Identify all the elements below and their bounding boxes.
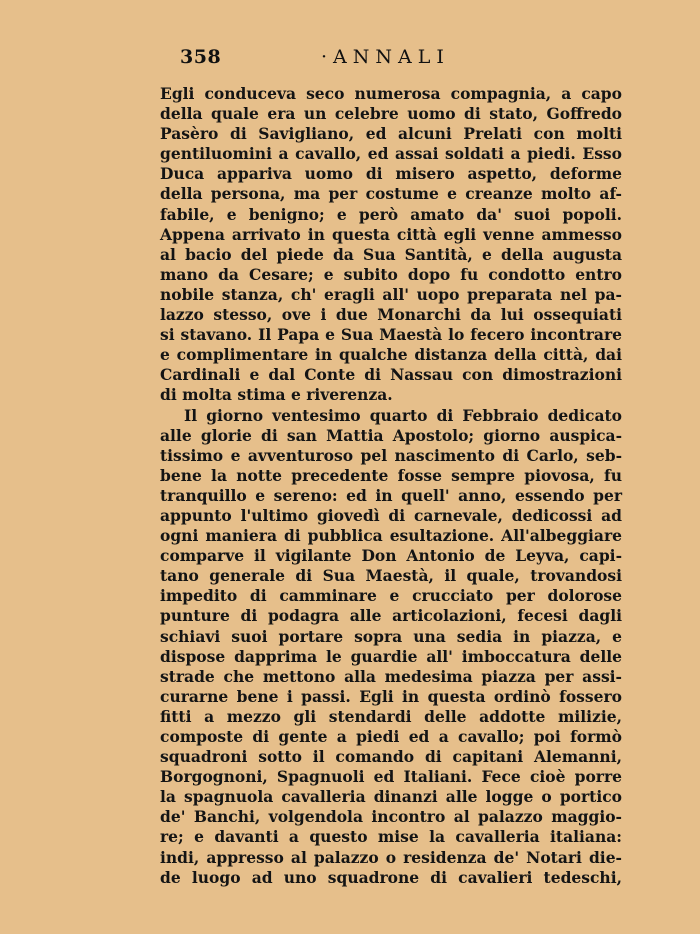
text-line: appunto l'ultimo giovedì di carnevale, dedicossi ad — [160, 505, 622, 525]
text-line: mano da Cesare; e subito dopo fu condotto entro — [160, 264, 622, 284]
text-line: dispose dapprima le guardie all' imboccatura delle — [160, 646, 622, 666]
text-line: comparve il vigilante Don Antonio de Leyva, capi- — [160, 546, 622, 566]
text-line: di molta stima e riverenza. — [160, 385, 393, 405]
text-line: la spagnuola cavalleria dinanzi alle logge o portico — [160, 787, 622, 807]
text-line: strade che mettono alla medesima piazza per assi- — [160, 666, 622, 686]
text-line: alle glorie di san Mattia Apostolo; giorno auspica- — [160, 425, 622, 445]
text-line: tranquillo e sereno: ed in quell' anno, essendo per — [160, 485, 622, 505]
text-line: Cardinali e dal Conte di Nassau con dimostrazioni — [160, 365, 622, 385]
text-line: indi, appresso al palazzo o residenza de' Notari die- — [160, 847, 622, 867]
text-line: della quale era un celebre uomo di stato, Goffredo — [160, 104, 622, 124]
text-line: fabile, e benigno; e però amato da' suoi popoli. — [160, 204, 622, 224]
text-line: de' Banchi, volgendola incontro al palazzo maggio- — [160, 807, 622, 827]
text-line: al bacio del piede da Sua Santità, e della augusta — [160, 244, 622, 264]
text-line: bene la notte precedente fosse sempre piovosa, fu — [160, 465, 622, 485]
text-line: Duca appariva uomo di misero aspetto, deforme — [160, 164, 622, 184]
text-line: nobile stanza, ch' eragli all' uopo preparata nel pa- — [160, 284, 622, 304]
text-line: tissimo e avventuroso pel nascimento di Carlo, seb- — [160, 445, 622, 465]
paragraph — [160, 84, 622, 406]
page-number: 358 — [180, 46, 222, 68]
text-line: curarne bene i passi. Egli in questa ordinò fossero — [160, 686, 622, 706]
text-line: si stavano. Il Papa e Sua Maestà lo fecero incontrare — [160, 325, 622, 345]
running-title: ·ANNALI — [321, 46, 450, 68]
text-line: e complimentare in qualche distanza della città, dai — [160, 345, 622, 365]
text-line: de luogo ad uno squadrone di cavalieri tedeschi, — [160, 867, 622, 887]
text-line: gentiluomini a cavallo, ed assai soldati a piedi. Esso — [160, 144, 622, 164]
text-line: tano generale di Sua Maestà, il quale, trovandosi — [160, 566, 622, 586]
text-line: ogni maniera di pubblica esultazione. All'albeggiare — [160, 526, 622, 546]
text-line: Pasèro di Savigliano, ed alcuni Prelati con molti — [160, 124, 622, 144]
text-line: Il giorno ventesimo quarto di Febbraio dedicato — [184, 405, 622, 425]
text-line: squadroni sotto il comando di capitani Alemanni, — [160, 747, 622, 767]
text-line: Appena arrivato in questa città egli venne ammesso — [160, 224, 622, 244]
text-line: impedito di camminare e crucciato per dolorose — [160, 586, 622, 606]
text-line: composte di gente a piedi ed a cavallo; poi formò — [160, 727, 622, 746]
page-header — [0, 44, 700, 74]
text-line: fitti a mezzo gli stendardi delle addotte milizie, — [160, 706, 622, 726]
text-line: della persona, ma per costume e creanze molto af- — [160, 184, 622, 204]
text-line: Egli conduceva seco numerosa compagnia, a capo — [160, 84, 622, 103]
text-line: punture di podagra alle articolazioni, fecesi dagli — [160, 606, 622, 626]
paragraph — [160, 406, 622, 888]
body-text — [160, 84, 622, 888]
text-line: lazzo stesso, ove i due Monarchi da lui ossequiati — [160, 305, 622, 325]
text-line: schiavi suoi portare sopra una sedia in piazza, e — [160, 626, 622, 646]
text-line: Borgognoni, Spagnuoli ed Italiani. Fece cioè porre — [160, 767, 622, 787]
text-line: re; e davanti a questo mise la cavalleria italiana: — [160, 827, 622, 847]
